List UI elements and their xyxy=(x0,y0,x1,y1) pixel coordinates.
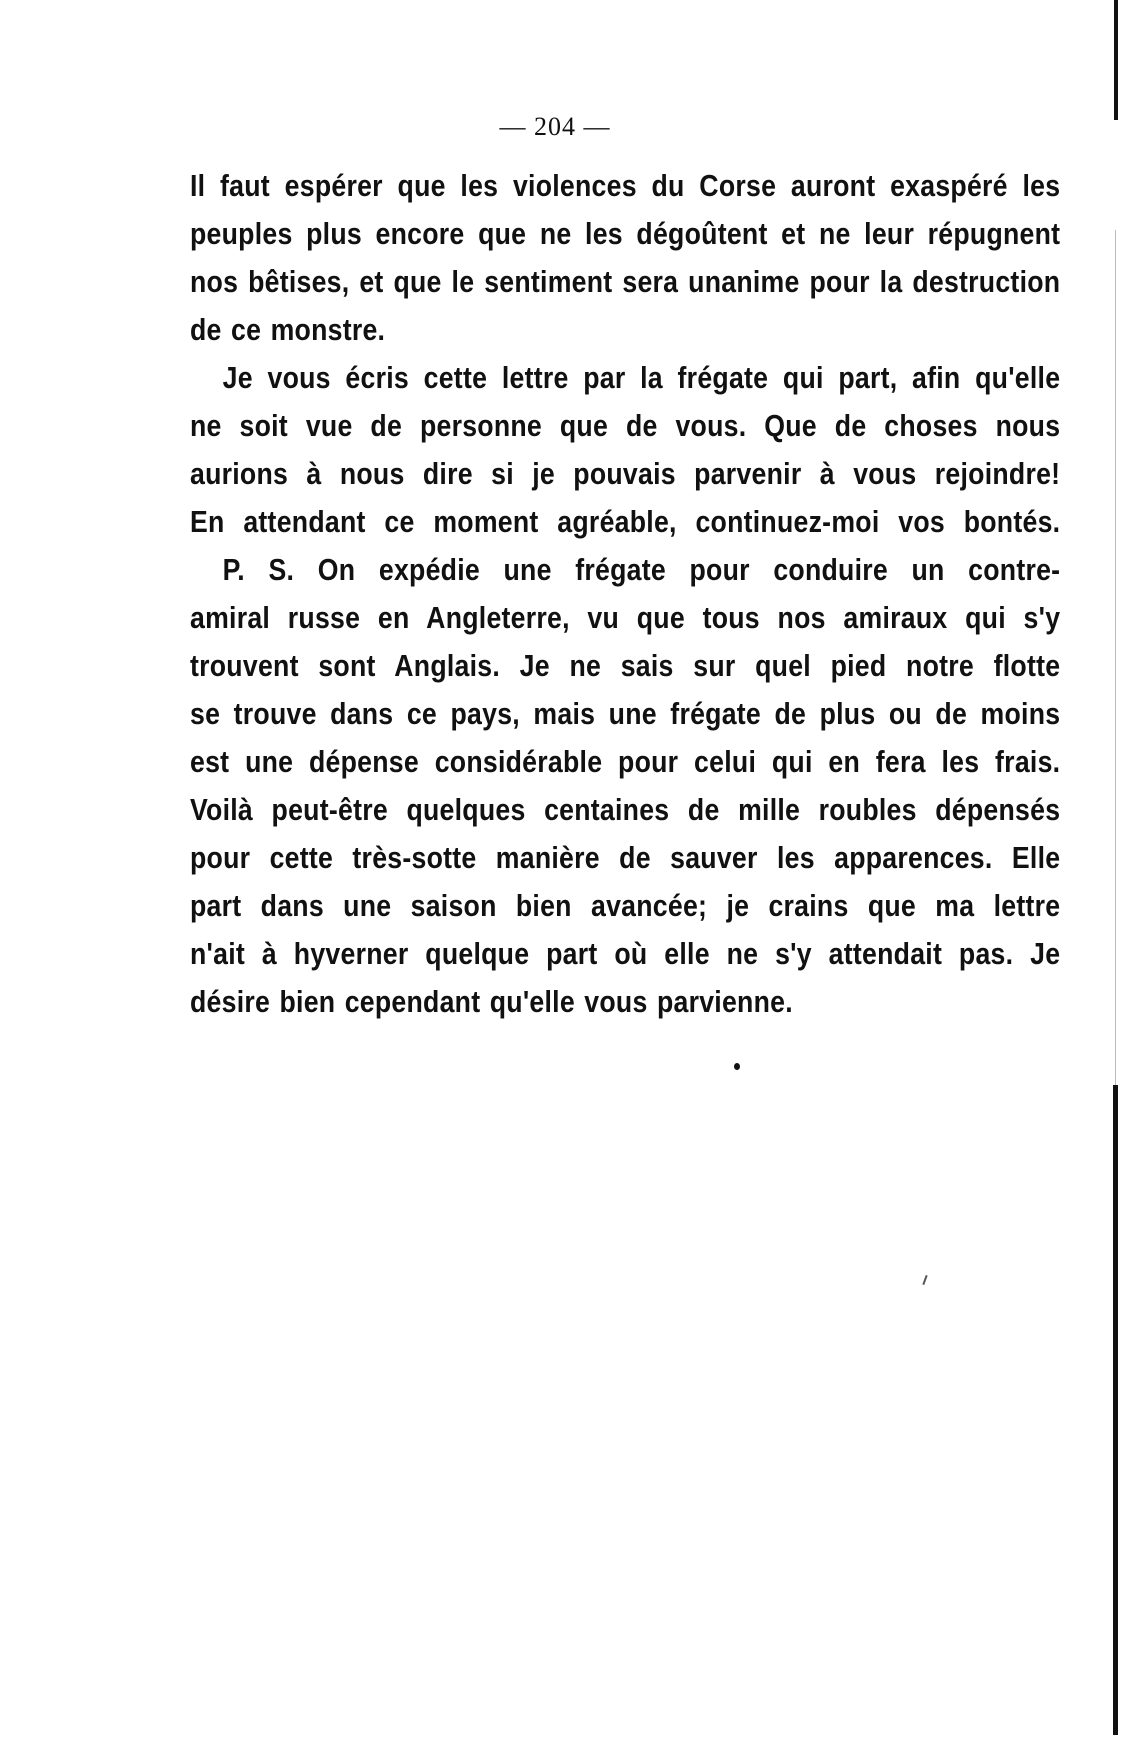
text-line: pour cette très-sotte manière de sauver les apparences. Elle xyxy=(190,840,1061,875)
text-line: désire bien cependant qu'elle vous parvienne. xyxy=(190,984,793,1019)
text-line: amiral russe en Angleterre, vu que tous nos amiraux qui s'y xyxy=(190,600,1061,635)
text-line: ne soit vue de personne que de vous. Que de choses nous xyxy=(190,408,1061,443)
text-line: aurions à nous dire si je pouvais parvenir à vous rejoindre! xyxy=(190,456,1061,491)
text-line: Je vous écris cette lettre par la frégate qui part, afin qu'elle xyxy=(222,360,1061,395)
text-line: n'ait à hyverner quelque part où elle ne s'y attendait pas. Je xyxy=(190,936,1061,971)
text-line: de ce monstre. xyxy=(190,312,386,347)
ink-mark xyxy=(922,1275,927,1285)
text-line: se trouve dans ce pays, mais une frégate de plus ou de moins xyxy=(190,696,1061,731)
ink-spot xyxy=(734,1063,740,1070)
page-edge-shadow-bottom xyxy=(1113,1085,1118,1735)
text-line: est une dépense considérable pour celui qui en fera les frais. xyxy=(190,744,1061,779)
page-edge-faint-line xyxy=(1115,230,1116,1090)
text-line: Voilà peut-être quelques centaines de mille roubles dépensés xyxy=(190,792,1061,827)
text-line: peuples plus encore que ne les dégoûtent et ne leur répugnent xyxy=(190,216,1061,251)
page-edge-shadow-top xyxy=(1114,0,1118,120)
text-line: P. S. On expédie une frégate pour conduire un contre- xyxy=(222,552,1061,587)
text-line: trouvent sont Anglais. Je ne sais sur quel pied notre flotte xyxy=(190,648,1061,683)
text-line: part dans une saison bien avancée; je crains que ma lettre xyxy=(190,888,1061,923)
letter-body xyxy=(190,162,1060,1026)
text-line: En attendant ce moment agréable, continuez-moi vos bontés. xyxy=(190,504,1061,539)
text-line: Il faut espérer que les violences du Corse auront exaspéré les xyxy=(190,168,1061,203)
page-number: — 204 — xyxy=(499,112,611,141)
text-line: nos bêtises, et que le sentiment sera unanime pour la destruction xyxy=(190,264,1061,299)
